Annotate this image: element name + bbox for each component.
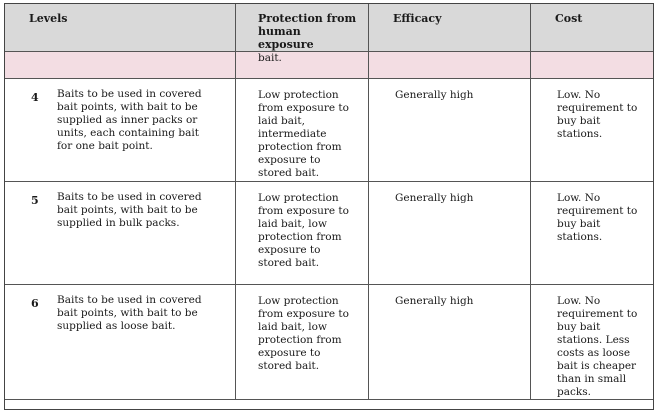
protection-cell: Low protection from exposure to laid bait, low protection from exposure to stored bait. bbox=[236, 182, 369, 285]
continued-cost-cell bbox=[531, 52, 655, 79]
efficacy-cell: Generally high bbox=[369, 79, 531, 182]
header-levels: Levels bbox=[5, 4, 236, 52]
protection-cell: Low protection from exposure to laid bait, low protection from exposure to stored bait. bbox=[236, 285, 369, 400]
efficacy-cell: Generally high bbox=[369, 285, 531, 400]
continued-levels-cell bbox=[5, 52, 236, 79]
cost-cell: Low. No requirement to buy bait stations. Less costs as loose bait is cheaper than in small packs. bbox=[531, 285, 655, 400]
table-row bbox=[5, 79, 655, 182]
levels-cell bbox=[5, 285, 236, 400]
continued-efficacy-cell bbox=[369, 52, 531, 79]
continued-row bbox=[5, 52, 655, 79]
cost-cell: Low. No requirement to buy bait stations. bbox=[531, 182, 655, 285]
bait-levels-table-frame bbox=[4, 3, 654, 410]
continued-protection-cell: bait. bbox=[236, 52, 369, 79]
protection-cell: Low protection from exposure to laid bait, intermediate protection from exposure to stored bait. bbox=[236, 79, 369, 182]
efficacy-cell: Generally high bbox=[369, 182, 531, 285]
header-protection: Protection from human exposure bbox=[236, 4, 369, 52]
level-description: Baits to be used in covered bait points, with bait to be supplied as loose bait. bbox=[57, 294, 202, 332]
bait-levels-table bbox=[4, 3, 654, 400]
level-description: Baits to be used in covered bait points, with bait to be supplied as inner packs or units, each containing bait for one bait point. bbox=[57, 88, 202, 152]
cost-cell: Low. No requirement to buy bait stations. bbox=[531, 79, 655, 182]
level-number: 4 bbox=[31, 91, 39, 104]
header-efficacy: Efficacy bbox=[369, 4, 531, 52]
levels-cell bbox=[5, 182, 236, 285]
header-cost: Cost bbox=[531, 4, 655, 52]
header-row bbox=[5, 4, 655, 52]
level-number: 6 bbox=[31, 297, 39, 310]
levels-cell bbox=[5, 79, 236, 182]
level-description: Baits to be used in covered bait points, with bait to be supplied in bulk packs. bbox=[57, 191, 202, 229]
table-row bbox=[5, 182, 655, 285]
level-number: 5 bbox=[31, 194, 39, 207]
table-row bbox=[5, 285, 655, 400]
